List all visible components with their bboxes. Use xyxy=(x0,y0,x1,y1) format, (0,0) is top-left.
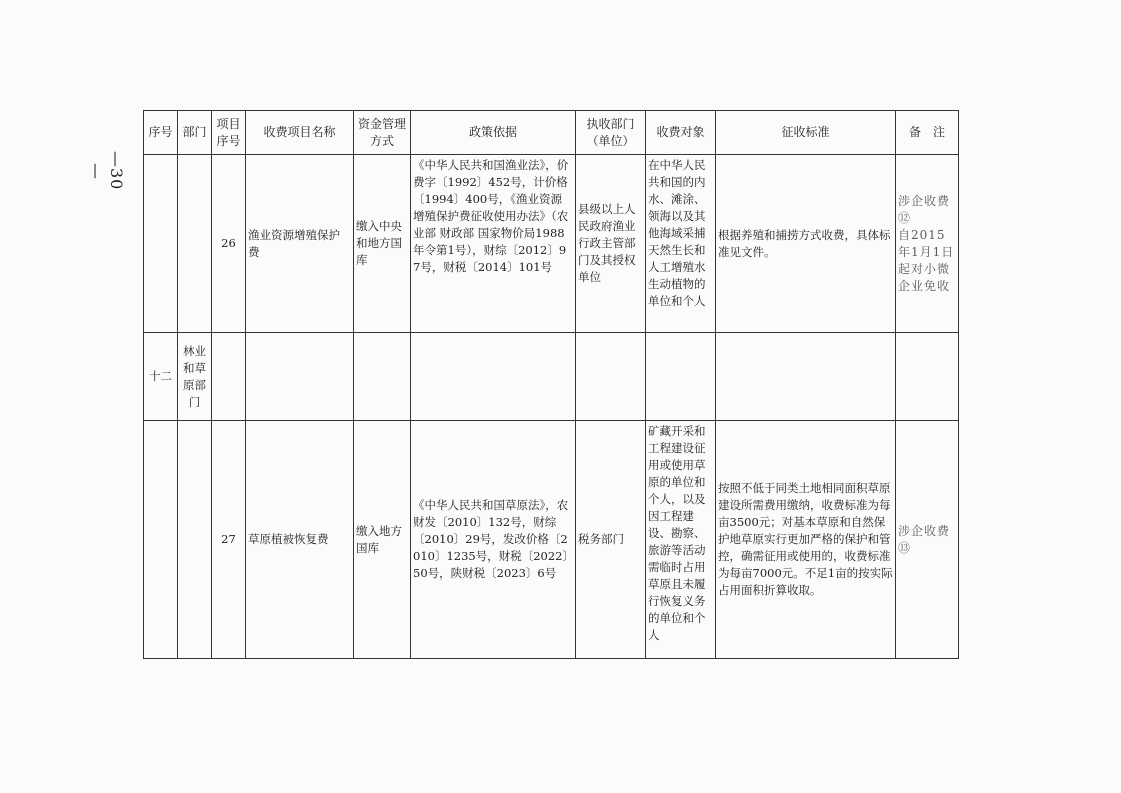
cell-item-seq: 27 xyxy=(212,421,246,659)
header-target: 收费对象 xyxy=(646,111,716,155)
cell-target: 矿藏开采和工程建设征用或使用草原的单位和个人，以及因工程建设、勘察、旅游等活动需临时占用草原且未履行恢复义务的单位和个人 xyxy=(646,421,716,659)
remark-fee-note: 涉企收费⑫ xyxy=(898,193,951,225)
cell-target: 在中华人民共和国的内水、滩涂、领海以及其他海域采捕天然生长和人工增殖水生动植物的单位和个人 xyxy=(646,155,716,333)
cell-seq xyxy=(144,421,178,659)
cell-seq xyxy=(144,155,178,333)
header-fund: 资金管理方式 xyxy=(354,111,411,155)
cell-seq: 十二 xyxy=(144,333,178,421)
header-name: 收费项目名称 xyxy=(246,111,354,155)
header-standard: 征收标准 xyxy=(716,111,896,155)
cell-collector: 税务部门 xyxy=(576,421,646,659)
header-item-seq: 项目序号 xyxy=(212,111,246,155)
table-row xyxy=(144,155,959,333)
cell-name: 草原植被恢复费 xyxy=(246,421,354,659)
header-collector: 执收部门（单位） xyxy=(576,111,646,155)
cell-standard: 按照不低于同类土地相同面积草原建设所需费用缴纳，收费标准为每亩3500元；对基本草原和自然保护地草原实行更加严格的保护和管控，确需征用或使用的，收费标准为每亩7000元。不足1亩的按实际占用面积折算收取。 xyxy=(716,421,896,659)
page-number: —30— xyxy=(87,151,126,191)
cell-name: 渔业资源增殖保护费 xyxy=(246,155,354,333)
cell-dept: 林业和草原部门 xyxy=(178,333,212,421)
header-policy: 政策依据 xyxy=(411,111,576,155)
cell-collector: 县级以上人民政府渔业行政主管部门及其授权单位 xyxy=(576,155,646,333)
header-dept: 部门 xyxy=(178,111,212,155)
cell-fund: 缴入地方国库 xyxy=(354,421,411,659)
table-row xyxy=(144,333,959,421)
cell-fund: 缴入中央和地方国库 xyxy=(354,155,411,333)
cell-item-seq: 26 xyxy=(212,155,246,333)
header-seq: 序号 xyxy=(144,111,178,155)
cell-remark xyxy=(896,421,959,659)
cell-policy: 《中华人民共和国草原法》，农财发〔2010〕132号，财综〔2010〕29号，发改价格〔2010〕1235号，财税〔2022〕50号，陕财税〔2023〕6号 xyxy=(411,421,576,659)
remark-fee-note: 涉企收费⑬ xyxy=(898,523,951,555)
table-row xyxy=(144,421,959,659)
header-remark: 备 注 xyxy=(896,111,959,155)
cell-dept xyxy=(178,155,212,333)
cell-policy: 《中华人民共和国渔业法》，价费字〔1992〕452号，计价格〔1994〕400号，《渔业资源增殖保护费征收使用办法》（农业部 财政部 国家物价局1988年令第1号），财综〔2012〕97号，财税〔2014〕101号 xyxy=(411,155,576,333)
header-row xyxy=(144,111,959,155)
cell-dept xyxy=(178,421,212,659)
remark-exemption-note: 自2015年1月1日起对小微企业免收 xyxy=(898,227,955,293)
cell-standard: 根据养殖和捕捞方式收费，具体标准见文件。 xyxy=(716,155,896,333)
fee-table xyxy=(143,110,959,659)
cell-remark xyxy=(896,155,959,333)
